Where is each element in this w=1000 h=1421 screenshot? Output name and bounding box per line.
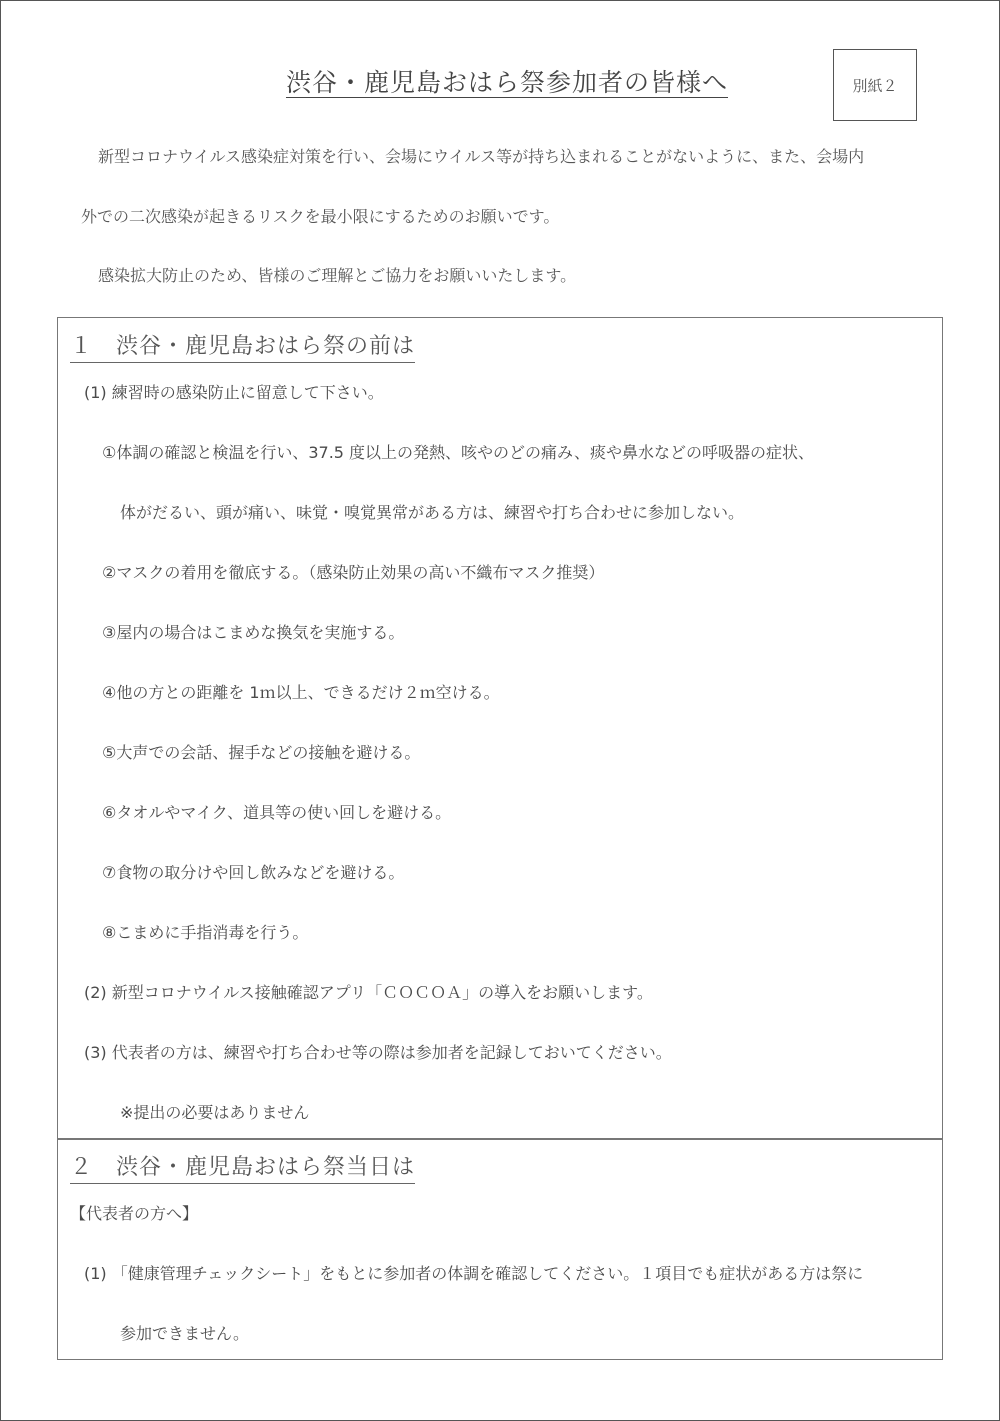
attachment-label: 別紙２ [852, 76, 898, 95]
intro-line-1: 新型コロナウイルス感染症対策を行い、会場にウイルス等が持ち込まれることがないように、また、会場内 [98, 147, 865, 166]
section-1-sub-1b: 体がだるい、頭が痛い、味覚・嗅覚異常がある方は、練習や打ち合わせに参加しない。 [120, 503, 745, 522]
section-1-item-3: (3) 代表者の方は、練習や打ち合わせ等の際は参加者を記録しておいてください。 [84, 1043, 672, 1062]
section-2-label: 【代表者の方へ】 [70, 1204, 199, 1223]
section-1-heading: １ 渋谷・鹿児島おはら祭の前は [70, 329, 415, 363]
page-title-text: 渋谷・鹿児島おはら祭参加者の皆様へ [285, 68, 728, 97]
attachment-label-box [833, 49, 917, 121]
section-1-sub-1a: ①体調の確認と検温を行い、37.5 度以上の発熱、咳やのどの痛み、痰や鼻水などの呼吸器の症状、 [102, 443, 815, 462]
section-1-sub-8: ⑧こまめに手指消毒を行う。 [102, 923, 309, 942]
section-2-heading: ２ 渋谷・鹿児島おはら祭当日は [70, 1150, 415, 1184]
section-1-sub-4: ④他の方との距離を 1ｍ以上、できるだけ２ｍ空ける。 [102, 683, 500, 702]
section-1-note: ※提出の必要はありません [120, 1103, 310, 1122]
section-1-item-1: (1) 練習時の感染防止に留意して下さい。 [84, 383, 384, 402]
intro-line-2: 外での二次感染が起きるリスクを最小限にするためのお願いです。 [81, 207, 560, 226]
section-1-box [57, 317, 943, 1140]
section-1-sub-6: ⑥タオルやマイク、道具等の使い回しを避ける。 [102, 803, 452, 822]
section-1-sub-7: ⑦食物の取分けや回し飲みなどを避ける。 [102, 863, 405, 882]
section-2-item-1a: (1) 「健康管理チェックシート」をもとに参加者の体調を確認してください。１項目でも症状がある方は祭に [84, 1264, 864, 1283]
section-1-sub-3: ③屋内の場合はこまめな換気を実施する。 [102, 623, 405, 642]
section-1-sub-2: ②マスクの着用を徹底する。（感染防止効果の高い不織布マスク推奨） [102, 563, 605, 582]
section-2-box [57, 1138, 943, 1360]
intro-line-3: 感染拡大防止のため、皆様のご理解とご協力をお願いいたします。 [98, 266, 577, 285]
section-1-item-2: (2) 新型コロナウイルス接触確認アプリ「ＣＯＣＯＡ」の導入をお願いします。 [84, 983, 653, 1002]
section-1-sub-5: ⑤大声での会話、握手などの接触を避ける。 [102, 743, 421, 762]
section-2-item-1b: 参加できません。 [120, 1324, 249, 1343]
